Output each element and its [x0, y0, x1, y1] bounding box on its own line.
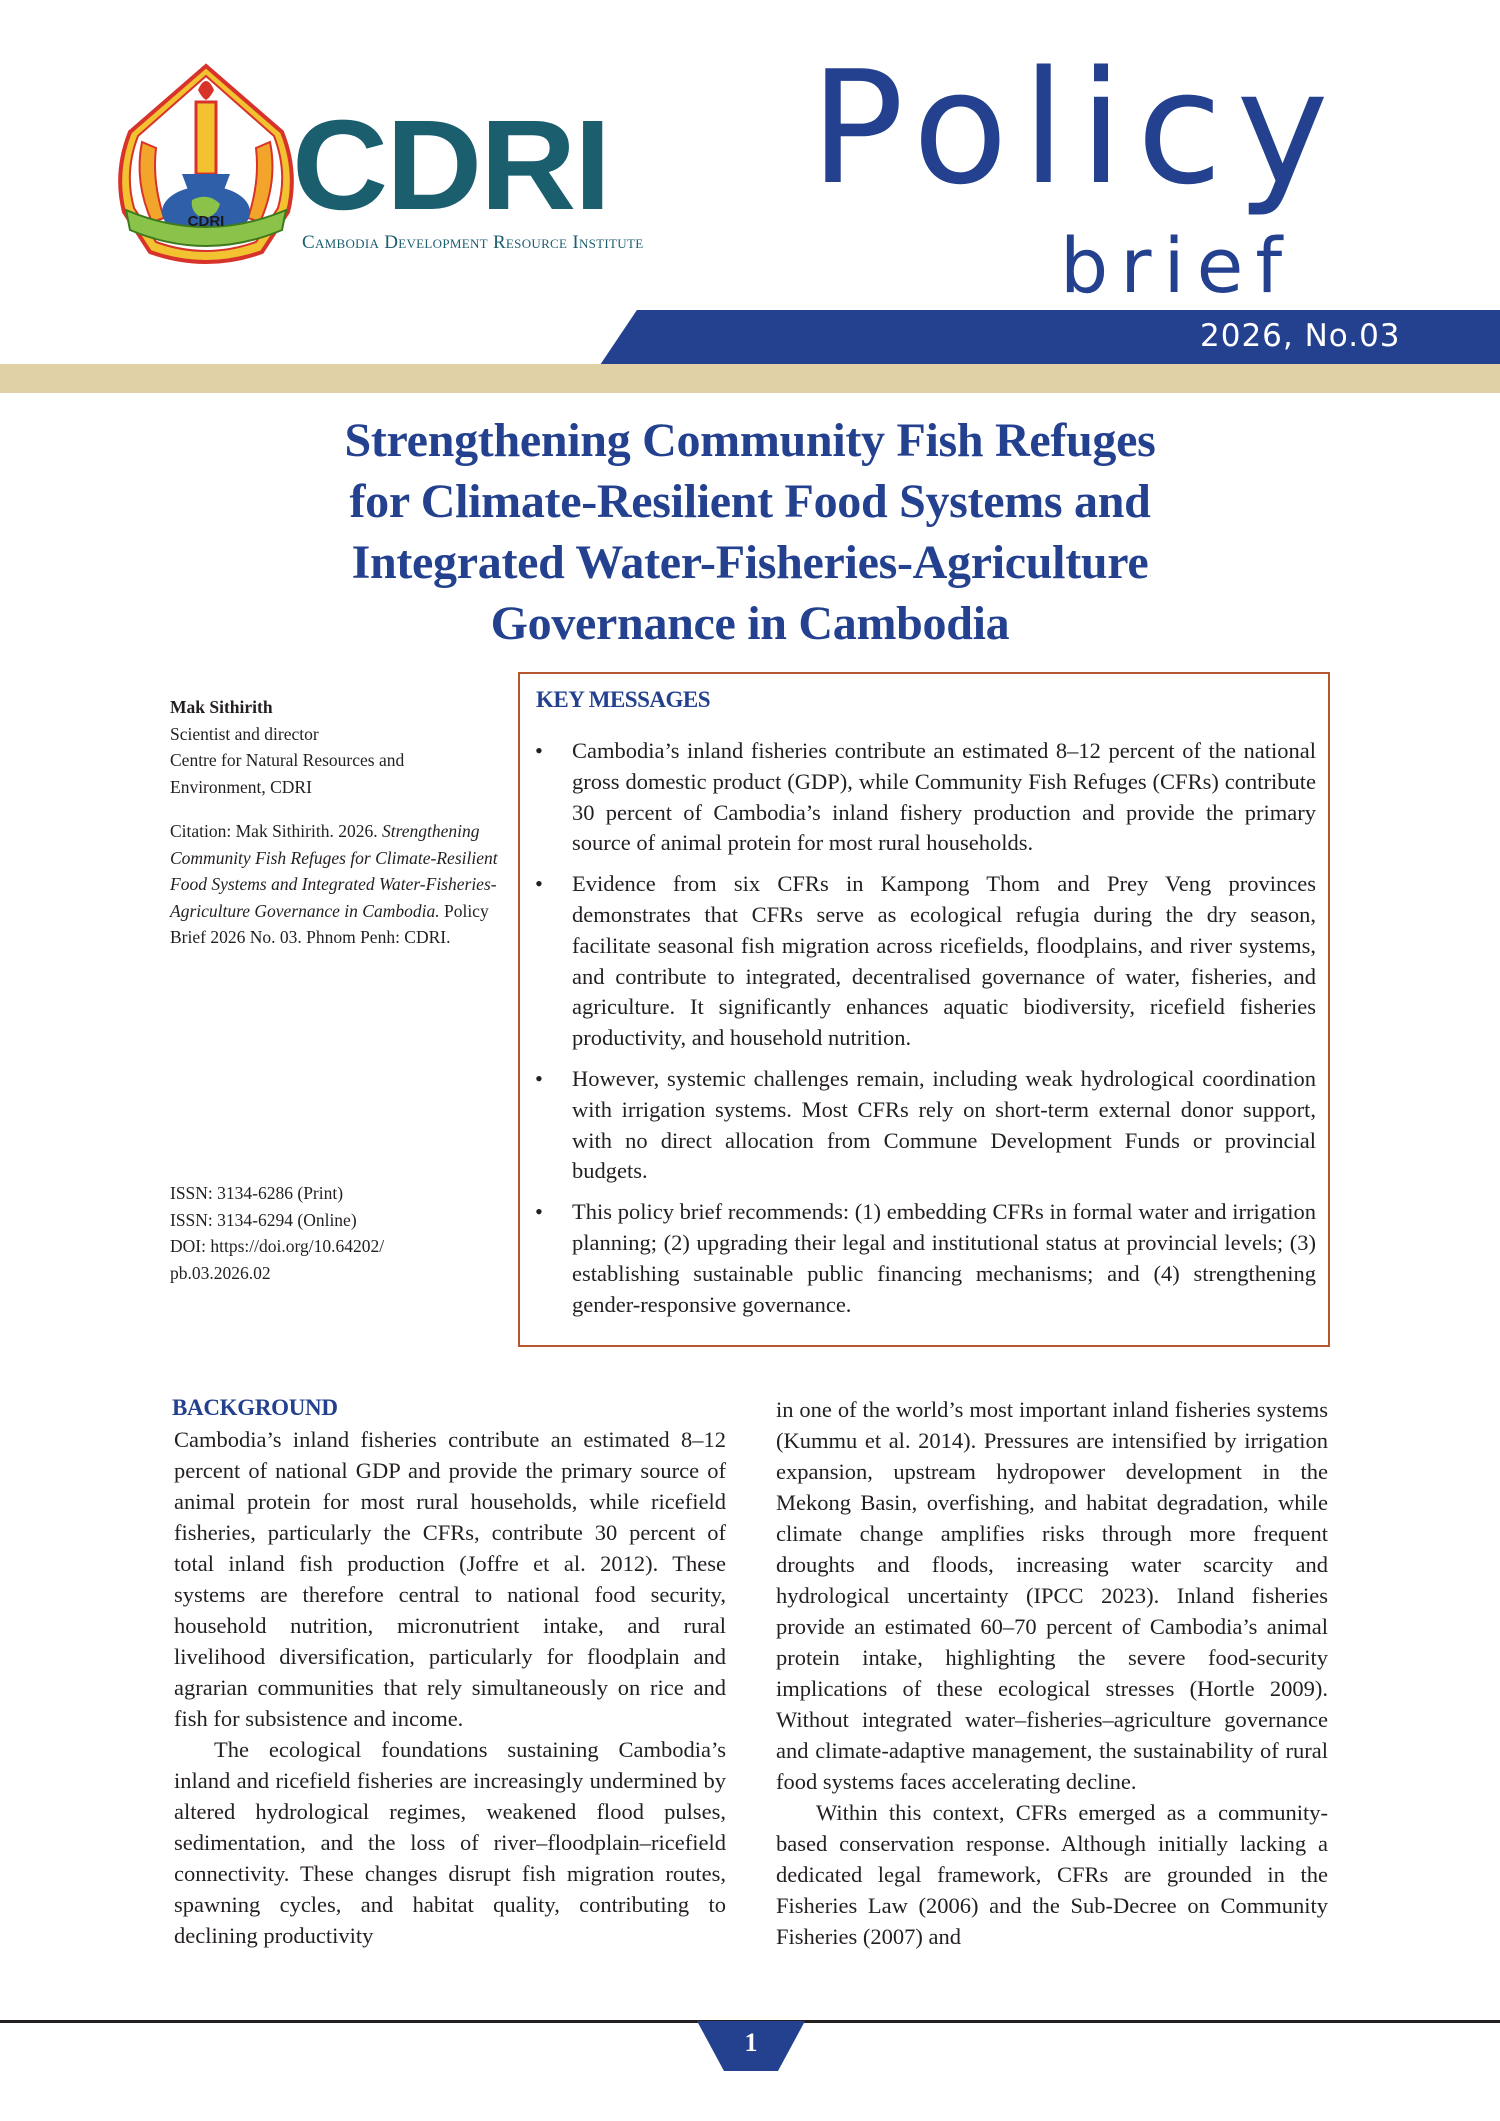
citation-title: Strengthening Community Fish Refuges for Climate-Resilient Food Systems and Integrated Water-Fisheries-Agriculture Governance in Cambodia. — [170, 821, 498, 921]
title-line: Strengthening Community Fish Refuges — [344, 414, 1156, 467]
bullet-icon: • — [535, 1199, 543, 1225]
issue-label: 2026, No.03 — [1200, 318, 1401, 354]
author-name: Mak Sithirith — [170, 697, 273, 717]
page-number: 1 — [744, 2028, 758, 2057]
key-message-item — [530, 869, 1316, 1054]
title-line: Integrated Water-Fisheries-Agriculture — [351, 536, 1149, 589]
citation-block — [170, 818, 510, 951]
identifiers-block — [170, 1180, 510, 1286]
key-messages-heading: KEY MESSAGES — [536, 687, 711, 712]
key-message-item — [530, 736, 1316, 859]
key-message-text: However, systemic challenges remain, including weak hydrological coordination with irrigation systems. Most CFRs rely on short-term external donor support, with no direct allocation from Commune Development Funds or provincial budgets. — [572, 1065, 1316, 1184]
bullet-icon: • — [535, 1065, 543, 1091]
title-line: Governance in Cambodia — [490, 597, 1010, 650]
key-message-text: Evidence from six CFRs in Kampong Thom and Prey Veng provinces demonstrates that CFRs serve as ecological refugia during the dry season, facilitate seasonal fish migration across ricefields, floodplains, and river systems, and contribute to integrated, decentralised governance of water, fisheries, and agriculture. It significantly enhances aquatic biodiversity, ricefield fisheries productivity, and household nutrition. — [572, 871, 1316, 1051]
body-paragraph: in one of the world’s most important inland fisheries systems (Kummu et al. 2014). Pressures are intensified by irrigation expansion, upstream hydropower development in the Mekong Basin, overfishing, and habitat degradation, while climate change amplifies risks through more frequent droughts and floods, increasing water scarcity and hydrological uncertainty (IPCC 2023). Inland fisheries provide an estimated 60–70 percent of Cambodia’s animal protein intake, highlighting the severe food-security implications of these ecological stresses (Hortle 2009). Without integrated water–fisheries–agriculture governance and climate-adaptive management, the sustainability of rural food systems faces accelerating decline. — [776, 1397, 1328, 1794]
doi-link[interactable]: DOI: https://doi.org/10.64202/ — [170, 1236, 385, 1256]
author-block — [170, 694, 510, 800]
doi-link-continued[interactable]: pb.03.2026.02 — [170, 1262, 271, 1283]
key-message-item — [530, 1064, 1316, 1187]
institute-name: Cambodia Development Resource Institute — [302, 232, 644, 253]
author-affiliation: Centre for Natural Resources and — [170, 750, 405, 770]
body-paragraph: Within this context, CFRs emerged as a community-based conservation response. Although initially lacking a dedicated legal framework, CFRs are grounded in the Fisheries Law (2006) and the Sub-Decree on Community Fisheries (2007) and — [776, 1800, 1328, 1949]
bullet-icon: • — [535, 738, 543, 763]
key-message-text: This policy brief recommends: (1) embedding CFRs in formal water and irrigation planning; (2) upgrading their legal and institutional status at provincial levels; (3) establishing sustainable public financing mechanisms; and (4) strengthening gender-responsive governance. — [572, 1199, 1316, 1317]
series-title-brief: brief — [1060, 221, 1295, 310]
background-heading: BACKGROUND — [172, 1395, 338, 1420]
cdri-emblem-icon — [112, 62, 300, 267]
title-line: for Climate-Resilient Food Systems and — [349, 475, 1151, 528]
key-messages-list — [530, 736, 1316, 1330]
author-affiliation: Environment, CDRI — [170, 776, 312, 797]
cdri-emblem-logo — [112, 62, 300, 267]
body-paragraph: Cambodia’s inland fisheries contribute an estimated 8–12 percent of national GDP and provide the primary source of animal protein for most rural households, while ricefield fisheries, particularly the CFRs, contribute 30 percent of total inland fish production (Joffre et al. 2012). These systems are therefore central to national food security, household nutrition, micronutrient intake, and rural livelihood diversification, particularly for floodplain and agrarian communities that rely simultaneously on rice and fish for subsistence and income. — [174, 1427, 726, 1731]
citation-suffix: Policy Brief 2026 No. 03. Phnom Penh: CDRI. — [170, 900, 489, 947]
body-column-right — [776, 1394, 1328, 1952]
body-paragraph: The ecological foundations sustaining Cambodia’s inland and ricefield fisheries are increasingly undermined by altered hydrological regimes, weakened flood pulses, sedimentation, and the loss of river–floodplain–ricefield connectivity. These changes disrupt fish migration routes, spawning cycles, and habitat quality, contributing to declining productivity — [174, 1737, 726, 1948]
key-message-text: Cambodia’s inland fisheries contribute an estimated 8–12 percent of the national gross domestic product (GDP), while Community Fish Refuges (CFRs) contribute 30 percent of Cambodia’s inland fishery production and provide the primary source of animal protein for most rural households. — [572, 738, 1316, 856]
author-role: Scientist and director — [170, 723, 319, 744]
issn-print: ISSN: 3134-6286 (Print) — [170, 1183, 344, 1203]
document-title — [200, 410, 1300, 654]
body-column-left — [174, 1424, 726, 1951]
citation-prefix: Citation: Mak Sithirith. 2026. — [170, 821, 378, 841]
cdri-wordmark: CDRI — [292, 94, 610, 237]
key-message-item — [530, 1197, 1316, 1320]
series-title-policy: Policy — [810, 37, 1343, 219]
emblem-text: CDRI — [187, 213, 225, 230]
bullet-icon: • — [535, 871, 543, 897]
issn-online: ISSN: 3134-6294 (Online) — [170, 1209, 357, 1230]
header-beige-band — [0, 364, 1500, 393]
